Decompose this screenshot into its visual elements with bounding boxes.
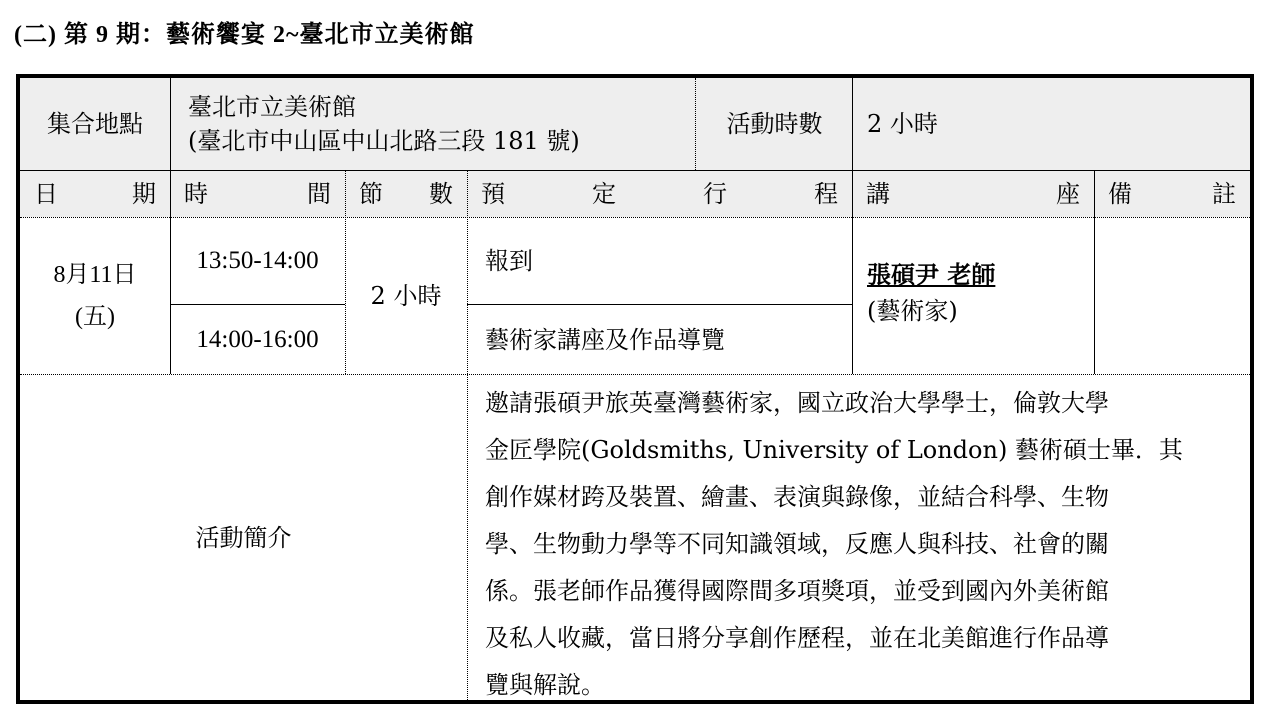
column-header-schedule-char: 定 [592, 180, 616, 208]
column-header-sessions-char: 數 [429, 180, 453, 208]
divider-schedule-split [467, 304, 852, 305]
divider-header-bottom [20, 217, 1250, 218]
intro-line: 創作媒材跨及裝置、繪畫、表演與錄像，並結合科學、生物 [485, 483, 1109, 511]
lecturer-name: 張碩尹 老師 [867, 260, 996, 289]
intro-line: 及私人收藏，當日將分享創作歷程，並在北美館進行作品導 [485, 624, 1109, 652]
divider-col-lecturer [1094, 171, 1095, 374]
divider-col-date [170, 78, 171, 374]
meeting-place-label-text: 集合地點 [47, 110, 143, 138]
column-header-time-char: 時 [184, 180, 208, 208]
column-header-date-char: 期 [132, 180, 156, 208]
activity-table [16, 74, 1254, 704]
column-header-schedule-char: 預 [481, 180, 505, 208]
intro-line: 係。張老師作品獲得國際間多項獎項，並受到國內外美術館 [485, 577, 1109, 605]
hours-value [852, 78, 1250, 170]
divider-time-split [170, 304, 345, 305]
column-header-lecturer-char: 講 [866, 180, 890, 208]
column-header-time [170, 171, 345, 217]
column-header-schedule-char: 程 [814, 180, 838, 208]
column-header-date [20, 171, 170, 217]
lecturer-title: (藝術家) [867, 297, 958, 325]
sessions-text: 2 小時 [370, 282, 442, 310]
venue-name: 臺北市立美術館 [188, 93, 356, 121]
hours-label [697, 78, 852, 170]
time-slot-1-text: 13:50-14:00 [196, 247, 319, 275]
schedule-item-1-text: 報到 [485, 247, 533, 275]
intro-line: 邀請張碩尹旅英臺灣藝術家，國立政治大學學士，倫敦大學 [485, 389, 1109, 417]
column-header-remarks-char: 註 [1212, 180, 1236, 208]
date-cell [20, 218, 170, 374]
date-text: 8月11日 [53, 262, 137, 288]
intro-line: 學、生物動力學等不同知識領域，反應人與科技、社會的關 [485, 530, 1109, 558]
hours-label-text: 活動時數 [726, 110, 823, 138]
time-slot-1 [170, 218, 345, 304]
section-heading: (二) 第 9 期：藝術饗宴 2~臺北市立美術館 [14, 22, 475, 48]
time-slot-2 [170, 305, 345, 375]
lecturer-cell [852, 218, 1094, 374]
divider-col-sessions [467, 171, 468, 700]
column-header-schedule [467, 171, 852, 217]
time-slot-2-text: 14:00-16:00 [196, 326, 319, 354]
intro-line: 金匠學院(Goldsmiths, University of London) 藝術碩士畢．其 [485, 436, 1183, 464]
schedule-item-2 [467, 305, 852, 375]
column-header-lecturer [852, 171, 1094, 217]
column-header-sessions [345, 171, 467, 217]
column-header-date-char: 日 [34, 180, 58, 208]
schedule-item-1 [467, 218, 852, 304]
sessions-cell [345, 218, 467, 374]
column-header-sessions-char: 節 [359, 180, 383, 208]
venue-cell [170, 78, 695, 170]
intro-description [467, 375, 1250, 700]
column-header-remarks-char: 備 [1108, 180, 1132, 208]
remarks-cell [1094, 218, 1250, 374]
column-header-schedule-char: 行 [703, 180, 727, 208]
divider-venue-right [695, 78, 696, 170]
hours-value-text: 2 小時 [867, 110, 938, 138]
column-header-lecturer-char: 座 [1056, 180, 1080, 208]
weekday-text: (五) [75, 304, 115, 330]
column-header-remarks [1094, 171, 1250, 217]
column-header-time-char: 間 [307, 180, 331, 208]
meeting-place-label [20, 78, 170, 170]
divider-col-schedule [852, 78, 853, 374]
venue-address: (臺北市中山區中山北路三段 181 號) [188, 127, 580, 155]
intro-label: 活動簡介 [195, 523, 292, 552]
schedule-item-2-text: 藝術家講座及作品導覽 [485, 326, 725, 354]
divider-info-bottom [20, 170, 1250, 171]
intro-label-cell [20, 375, 467, 700]
divider-intro-top [20, 374, 1250, 375]
divider-col-time [345, 171, 346, 374]
intro-line: 覽與解說。 [485, 671, 605, 699]
